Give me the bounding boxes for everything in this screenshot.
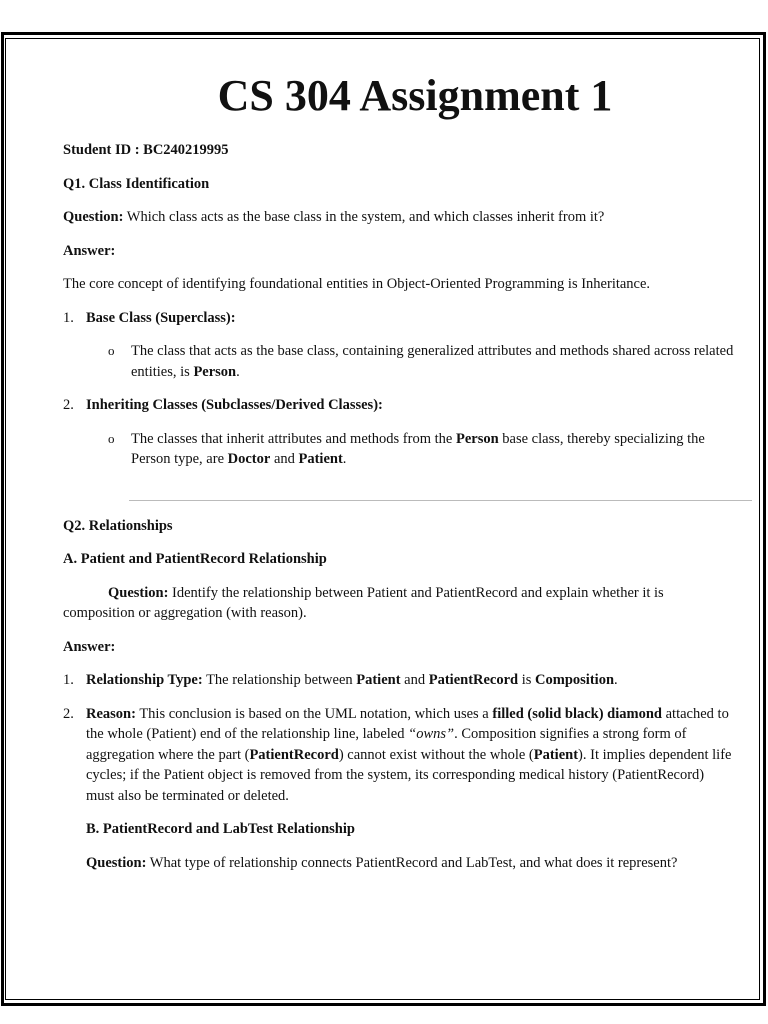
bullet-marker: o — [108, 430, 115, 446]
document-body — [63, 66, 735, 886]
q2-answer-1: 1. Relationship Type: The relationship between Patient and PatientRecord is Composition. — [63, 672, 618, 688]
q2-answer-label: Answer: — [63, 638, 116, 655]
q2-heading: Q2. Relationships — [63, 517, 173, 534]
q2-answer-2: 2. Reason: This conclusion is based on the UML notation, which uses a filled (solid black) diamond attached to the whole (Patient) end of the relationship line, labeled “owns”. Composition signifies a strong form of aggregation where the part (PatientRecord) cannot exist without the whole (Patient). It implies dependent life cycles; if the Patient object is removed from the system, its corresponding medical history (PatientRecord) must also be terminated or deleted. — [63, 705, 732, 804]
q1-intro: The core concept of identifying foundational entities in Object-Oriented Programming is Inheritance. — [63, 276, 651, 292]
q1-item-1: 1. Base Class (Superclass): — [63, 309, 236, 326]
student-id: Student ID : BC240219995 — [63, 142, 229, 158]
q1-item-2-bullet: o The classes that inherit attributes and methods from the Person base class, thereby specializing the Person type, are Doctor and Patient. — [108, 429, 735, 470]
q2-b-heading: B. PatientRecord and LabTest Relationship — [86, 821, 355, 837]
q1-item-2: 2. Inheriting Classes (Subclasses/Derived Classes): — [63, 397, 383, 413]
q1-question: Question: Which class acts as the base class in the system, and which classes inherit from it? — [63, 209, 605, 225]
q2-a-question: Question: Identify the relationship between Patient and PatientRecord and explain whether it is composition or aggregation (with reason). — [63, 584, 664, 621]
document-title: CS 304 Assignment 1 — [217, 71, 613, 120]
q1-item-1-bullet: o The class that acts as the base class, containing generalized attributes and methods shared across related entities, is Person. — [108, 341, 735, 382]
q2-b-question: Question: What type of relationship connects PatientRecord and LabTest, and what does it represent? — [86, 854, 678, 871]
q1-heading: Q1. Class Identification — [63, 175, 210, 192]
q2-a-heading: A. Patient and PatientRecord Relationship — [63, 551, 327, 567]
q1-answer-label: Answer: — [63, 242, 116, 259]
bullet-marker: o — [108, 343, 115, 358]
